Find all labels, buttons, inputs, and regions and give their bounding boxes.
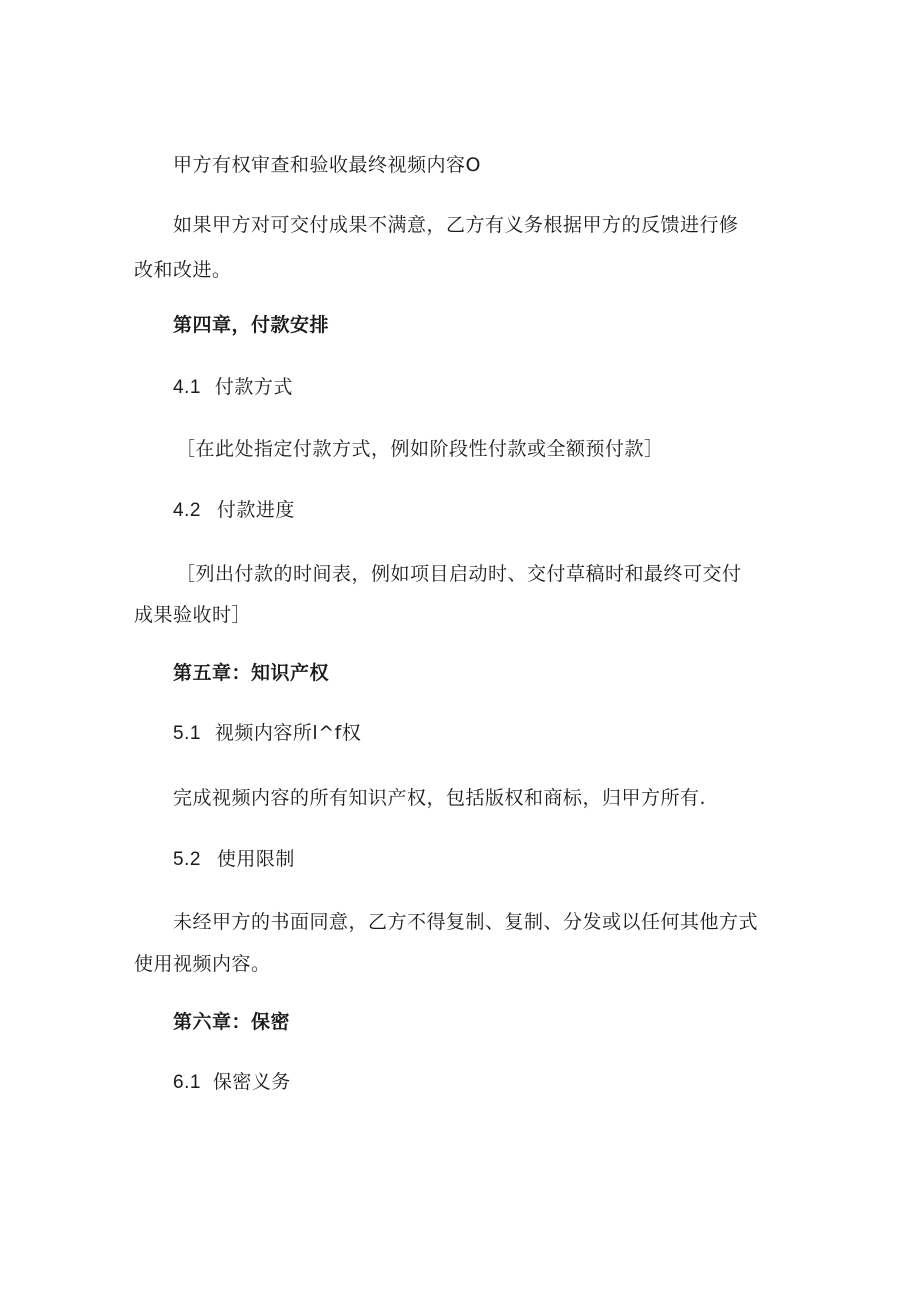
paragraph-review-acceptance: 甲方有权审查和验收最终视频内容O <box>173 154 481 176</box>
section-number: 4.2 <box>173 500 201 521</box>
section-4-2-body-line-2: 成果验收时］ <box>134 604 252 626</box>
section-6-1-heading <box>173 1070 291 1095</box>
section-number: 5.2 <box>173 849 201 870</box>
section-4-2-heading <box>173 498 295 523</box>
section-title: 视频内容所l^f权 <box>214 722 362 744</box>
section-4-1-heading <box>173 375 293 400</box>
section-5-2-body-line-1: 未经甲方的书面同意，乙方不得复制、复制、分发或以任何其他方式 <box>173 911 759 933</box>
paragraph-revision-line-1: 如果甲方对可交付成果不满意，乙方有义务根据甲方的反馈进行修 <box>173 214 739 236</box>
section-title: 付款方式 <box>214 376 293 398</box>
section-5-2-body-line-2: 使用视频内容。 <box>134 953 271 975</box>
chapter-6-title: 第六章：保密 <box>173 1011 291 1033</box>
section-number: 5.1 <box>173 723 201 744</box>
section-title: 使用限制 <box>216 848 295 870</box>
section-number: 4.1 <box>173 377 201 398</box>
chapter-5-title: 第五章：知识产权 <box>173 662 330 684</box>
paragraph-revision-line-2: 改和改进。 <box>134 259 232 281</box>
section-5-1-heading <box>173 721 361 746</box>
section-4-1-body: ［在此处指定付款方式，例如阶段性付款或全额预付款］ <box>176 438 664 460</box>
section-number: 6.1 <box>173 1072 201 1093</box>
section-title: 付款进度 <box>216 499 295 521</box>
chapter-4-title: 第四章，付款安排 <box>173 314 330 336</box>
section-5-2-heading <box>173 847 295 872</box>
section-4-2-body-line-1: ［列出付款的时间表，例如项目启动时、交付草稿时和最终可交付 <box>176 563 742 585</box>
section-title: 保密义务 <box>212 1071 291 1093</box>
section-5-1-body: 完成视频内容的所有知识产权，包括版权和商标，归甲方所有. <box>173 787 707 809</box>
